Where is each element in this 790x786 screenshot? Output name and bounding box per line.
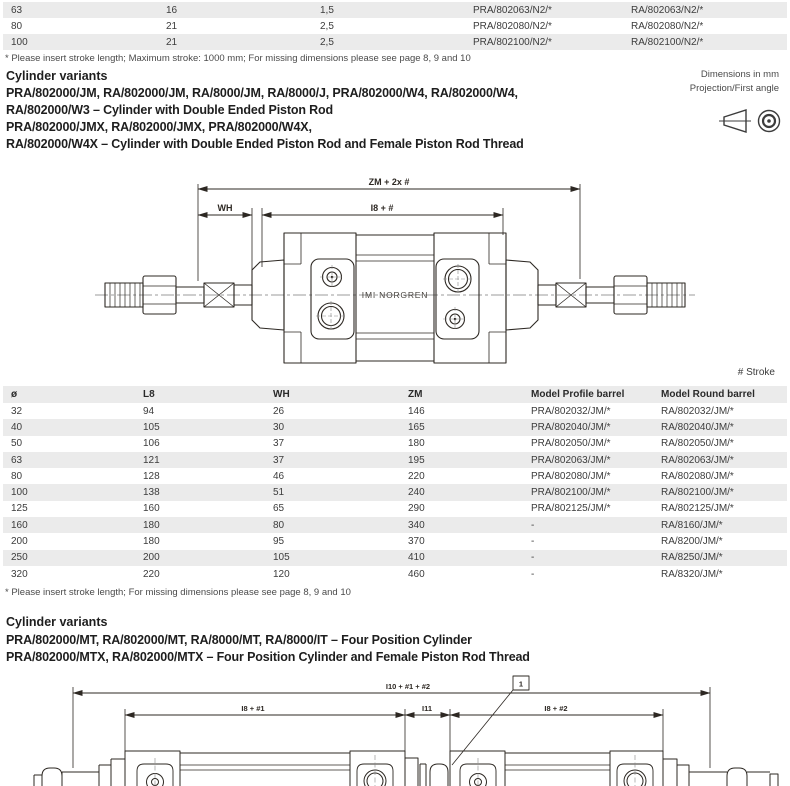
table-cell: 146 [408, 405, 425, 417]
table-cell: 410 [408, 552, 425, 564]
stroke-note: # Stroke [737, 367, 775, 378]
table-cell: 138 [143, 487, 160, 499]
table-cell: 80 [11, 20, 23, 32]
variant-line: PRA/802000/JM, RA/802000/JM, RA/8000/JM, RA/8000/J, PRA/802000/W4, RA/802000/W4, [6, 86, 518, 100]
table-cell: 2,5 [320, 36, 334, 48]
table-cell: 120 [273, 568, 290, 580]
table-cell: 121 [143, 454, 160, 466]
table-cell: 46 [273, 470, 285, 482]
top-table [3, 2, 787, 50]
table-cell: 240 [408, 487, 425, 499]
table-cell: 180 [408, 438, 425, 450]
table-cell: 50 [11, 438, 23, 450]
variant-line: PRA/802000/MTX, RA/802000/MTX – Four Position Cylinder and Female Piston Rod Thread [6, 650, 530, 664]
table-cell: 250 [11, 552, 28, 564]
table-cell: 105 [273, 552, 290, 564]
dim-label-i8: I8 + # [370, 203, 394, 213]
table-cell: 21 [166, 20, 178, 32]
table-cell: 94 [143, 405, 155, 417]
table-cell: PRA/802040/JM/* [531, 421, 611, 433]
table-cell: 180 [143, 536, 160, 548]
table-cell: PRA/802080/N2/* [473, 20, 552, 32]
table-row [3, 484, 787, 500]
table-cell: RA/802063/N2/* [631, 4, 704, 16]
dim-label-i8-1: I8 + #1 [241, 704, 265, 713]
first-angle-note: Projection/First angle [689, 82, 779, 94]
table-cell: 100 [11, 36, 28, 48]
table-cell: 16 [166, 4, 178, 16]
table-cell: RA/802063/JM/* [661, 454, 734, 466]
table-cell: - [531, 519, 535, 531]
table-cell: 21 [166, 36, 178, 48]
table-cell: - [531, 552, 535, 564]
dim-label-wh: WH [217, 203, 233, 213]
table-cell: 80 [11, 470, 23, 482]
dim-label-i10: I10 + #1 + #2 [385, 682, 431, 691]
first-angle-projection-icons [708, 102, 782, 142]
table-cell: 220 [143, 568, 160, 580]
table-cell: PRA/802100/JM/* [531, 487, 611, 499]
table-cell: 37 [273, 454, 285, 466]
table-row [3, 436, 787, 452]
table-row [3, 550, 787, 566]
table-cell: PRA/802063/JM/* [531, 454, 611, 466]
table-row [3, 533, 787, 549]
table-row [3, 2, 787, 18]
table-cell: 200 [143, 552, 160, 564]
table-cell: 125 [11, 503, 28, 515]
table-cell: 30 [273, 421, 285, 433]
table-row [3, 419, 787, 435]
table-row [3, 34, 787, 50]
table-cell: 63 [11, 454, 23, 466]
dimensions-table-footnote: * Please insert stroke length; For missing dimensions please see page 8, 9 and 10 [5, 587, 351, 598]
table-cell: 195 [408, 454, 425, 466]
table-cell: 40 [11, 421, 23, 433]
section2-heading: Cylinder variants [6, 615, 108, 629]
table-row [3, 501, 787, 517]
col-header-model-profile: Model Profile barrel [523, 386, 653, 403]
table-cell: 200 [11, 536, 28, 548]
table-cell: 95 [273, 536, 285, 548]
table-cell: 128 [143, 470, 160, 482]
table-cell: PRA/802050/JM/* [531, 438, 611, 450]
table-cell: RA/802040/JM/* [661, 421, 734, 433]
table-row [3, 403, 787, 419]
section2-variant-lines [6, 632, 530, 666]
variant-line: PRA/802000/JMX, RA/802000/JMX, PRA/802000/W4X, [6, 120, 312, 134]
table-cell: 160 [143, 503, 160, 515]
dimensions-table [3, 386, 787, 582]
dim-label-i8-2: I8 + #2 [544, 704, 568, 713]
table-cell: PRA/802080/JM/* [531, 470, 611, 482]
table-cell: 105 [143, 421, 160, 433]
table-cell: RA/802100/JM/* [661, 487, 734, 499]
table-cell: 63 [11, 4, 23, 16]
table-cell: RA/8200/JM/* [661, 536, 723, 548]
projection-target-icon [759, 111, 780, 132]
variant-line: PRA/802000/MT, RA/802000/MT, RA/8000/MT, RA/8000/IT – Four Position Cylinder [6, 633, 472, 647]
table-cell: 340 [408, 519, 425, 531]
drawing1-geometry [95, 184, 695, 363]
dimensions-note: Dimensions in mm [700, 69, 779, 80]
projection-cone-icon [719, 110, 751, 132]
dim-label-zm: ZM + 2x # [368, 177, 410, 187]
callout-leader [452, 690, 513, 765]
table-cell: 370 [408, 536, 425, 548]
table-row [3, 18, 787, 34]
table-row [3, 517, 787, 533]
table-cell: RA/802125/JM/* [661, 503, 734, 515]
table-cell: 160 [11, 519, 28, 531]
table-cell: PRA/802032/JM/* [531, 405, 611, 417]
table-cell: - [531, 568, 535, 580]
table-cell: 180 [143, 519, 160, 531]
table-cell: 65 [273, 503, 285, 515]
table-cell: 80 [273, 519, 285, 531]
col-header-model-round: Model Round barrel [653, 386, 787, 403]
table-cell: RA/8160/JM/* [661, 519, 723, 531]
table-cell: 1,5 [320, 4, 334, 16]
col-header-diameter: ø [3, 386, 135, 403]
table-cell: RA/802032/JM/* [661, 405, 734, 417]
table-cell: RA/802050/JM/* [661, 438, 734, 450]
cylinder-drawing-four-position [0, 668, 790, 786]
table-cell: 51 [273, 487, 285, 499]
col-header-zm: ZM [400, 386, 523, 403]
table-cell: 100 [11, 487, 28, 499]
table-cell: RA/802080/N2/* [631, 20, 704, 32]
dim-label-i11: I11 [421, 704, 433, 713]
table-cell: 460 [408, 568, 425, 580]
table-cell: - [531, 536, 535, 548]
table-row [3, 452, 787, 468]
col-header-wh: WH [265, 386, 400, 403]
table-cell: 26 [273, 405, 285, 417]
table-cell: RA/8320/JM/* [661, 568, 723, 580]
table-cell: 165 [408, 421, 425, 433]
table-header-row [3, 386, 787, 403]
table-cell: PRA/802063/N2/* [473, 4, 552, 16]
table-cell: 320 [11, 568, 28, 580]
imi-norgren-logo: IMI NORGREN [361, 290, 429, 300]
projection-note [690, 68, 779, 95]
callout-label: 1 [518, 679, 524, 689]
variant-line: RA/802000/W4X – Cylinder with Double Ended Piston Rod and Female Piston Rod Thread [6, 137, 524, 151]
top-table-footnote: * Please insert stroke length; Maximum stroke: 1000 mm; For missing dimensions please see page 8, 9 and 10 [5, 53, 471, 64]
table-cell: 290 [408, 503, 425, 515]
table-row [3, 566, 787, 582]
table-cell: 37 [273, 438, 285, 450]
table-cell: RA/802080/JM/* [661, 470, 734, 482]
cylinder-drawing-double-rod [0, 175, 790, 375]
table-row [3, 468, 787, 484]
table-cell: 32 [11, 405, 23, 417]
section1-variant-lines [6, 85, 524, 153]
col-header-l8: L8 [135, 386, 265, 403]
table-cell: 2,5 [320, 20, 334, 32]
table-cell: RA/802100/N2/* [631, 36, 704, 48]
table-cell: PRA/802125/JM/* [531, 503, 611, 515]
table-cell: RA/8250/JM/* [661, 552, 723, 564]
section1-heading: Cylinder variants [6, 69, 108, 83]
variant-line: RA/802000/W3 – Cylinder with Double Ended Piston Rod [6, 103, 333, 117]
table-cell: PRA/802100/N2/* [473, 36, 552, 48]
table-cell: 106 [143, 438, 160, 450]
table-cell: 220 [408, 470, 425, 482]
drawing2-geometry [34, 676, 778, 786]
